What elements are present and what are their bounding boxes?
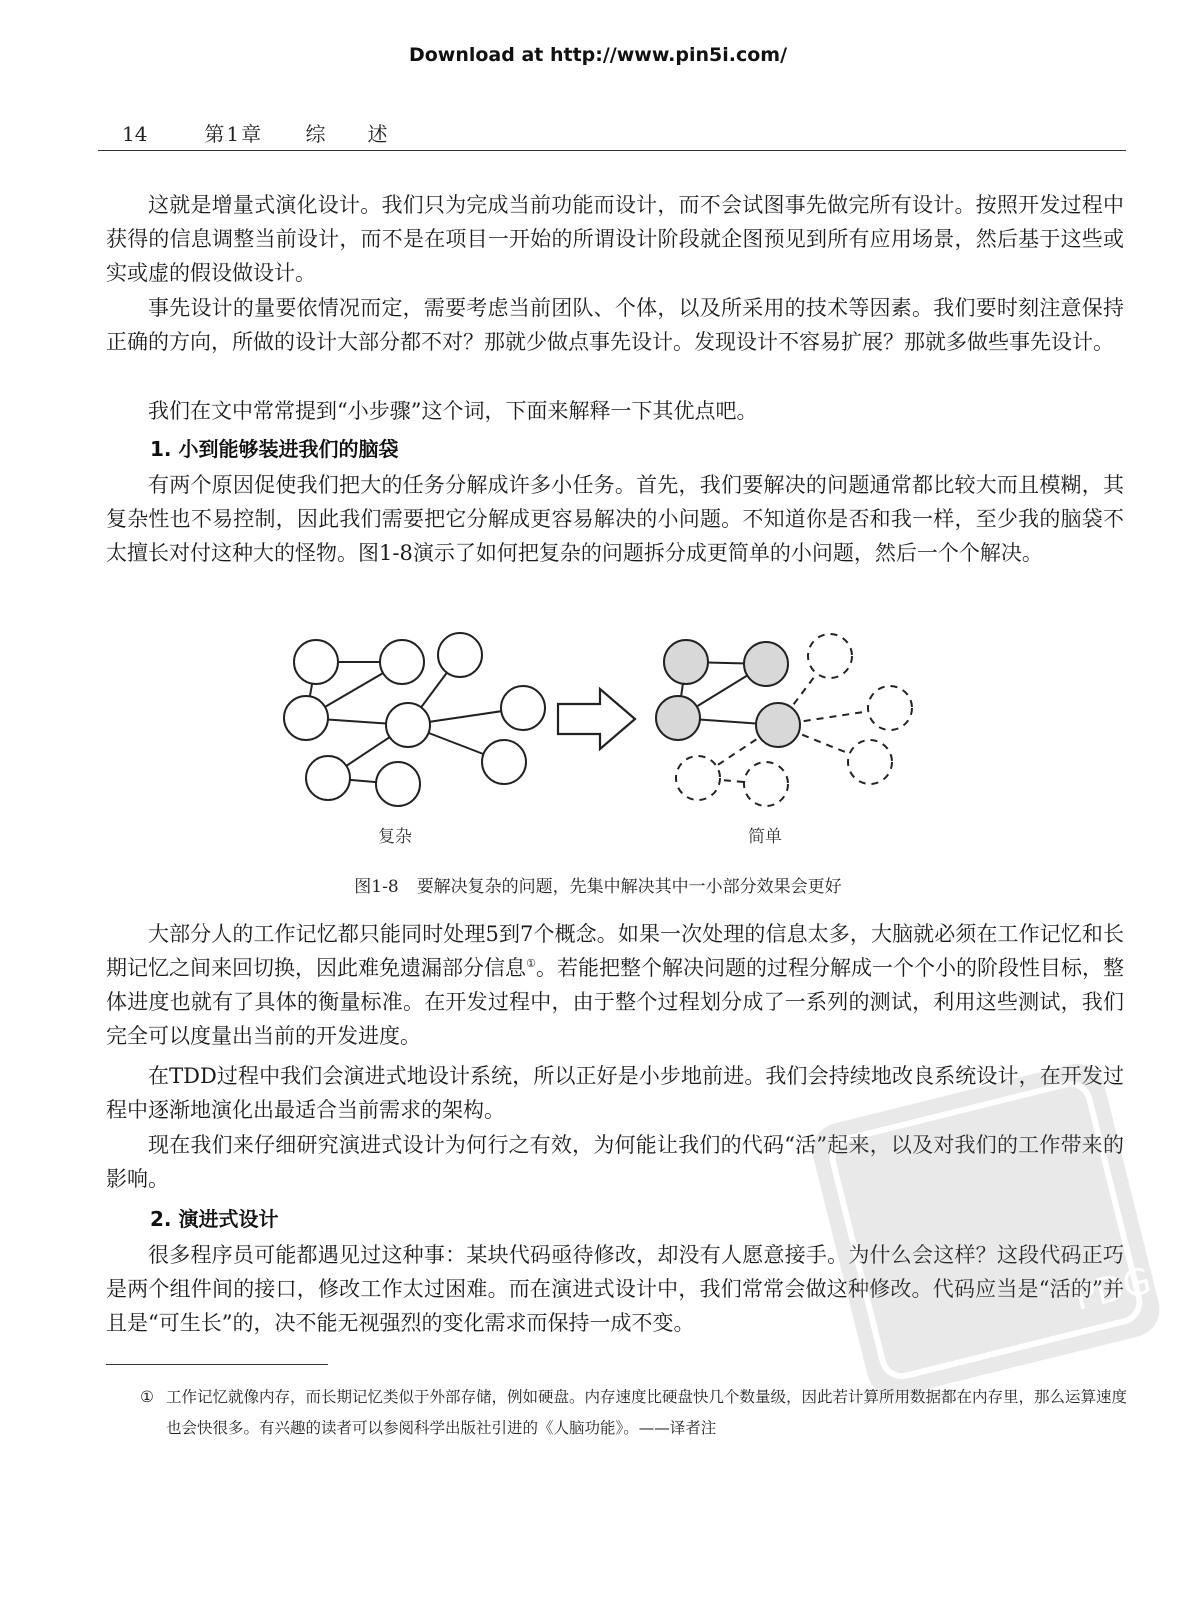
paragraph-8: 很多程序员可能都遇见过这种事：某块代码亟待修改，却没有人愿意接手。为什么会这样？这段代码正巧是两个组件间的接口，修改工作太过困难。而在演进式设计中，我们常常会做这种修改。代码应当是“活的”并且是“可生长”的，决不能无视强烈的变化需求而保持一成不变。 (106, 1243, 1124, 1335)
running-head (122, 118, 429, 147)
figure-caption-number: 图1-8 (354, 877, 399, 897)
figure-1-8-diagram (270, 632, 930, 812)
figure-caption (0, 872, 1196, 897)
figure-caption-text: 要解决复杂的问题，先集中解决其中一小部分效果会更好 (416, 877, 842, 897)
chapter-label: 第1章 (204, 122, 264, 146)
paragraph-7: 现在我们来仔细研究演进式设计为何行之有效，为何能让我们的代码“活”起来，以及对我们的工作带来的影响。 (106, 1133, 1124, 1191)
arrow-right-icon (558, 689, 635, 749)
complex-graph-nodes (284, 633, 545, 806)
watermark-text: PDG (1070, 1260, 1156, 1319)
page-number: 14 (122, 122, 148, 146)
download-banner: Download at http://www.pin5i.com/ (408, 44, 788, 66)
paragraph-5-text-continued: 。若能把整个解决问题的过程分解成一个个小的阶段性目标，整体进度也就有了具体的衡量标准。在开发过程中，由于整个过程划分成了一系列的测试，利用这些测试，我们完全可以度量出当前的开发进度。 (106, 956, 1125, 1048)
header-rule (98, 150, 1126, 151)
paragraph-2: 事先设计的量要依情况而定，需要考虑当前团队、个体，以及所采用的技术等因素。我们要时刻注意保持正确的方向，所做的设计大部分都不对？那就少做点事先设计。发现设计不容易扩展？那就多做些事先设计。 (106, 296, 1124, 354)
paragraph-5 (106, 917, 1124, 1053)
section-heading-1: 1. 小到能够装进我们的脑袋 (150, 437, 399, 461)
figure-label-complex: 复杂 (378, 827, 412, 847)
figure-label-simple: 简单 (748, 827, 782, 847)
footnote-reference: ① (526, 957, 536, 970)
simple-graph-solved-nodes (656, 640, 800, 747)
paragraph-3: 我们在文中常常提到“小步骤”这个词，下面来解释一下其优点吧。 (148, 399, 758, 423)
section-heading-2: 2. 演进式设计 (150, 1207, 279, 1231)
paragraph-6: 在TDD过程中我们会演进式地设计系统，所以正好是小步地前进。我们会持续地改良系统设计，在开发过程中逐渐地演化出最适合当前需求的架构。 (106, 1064, 1124, 1122)
footnote-mark: ① (140, 1388, 154, 1406)
footnote-text: 工作记忆就像内存，而长期记忆类似于外部存储，例如硬盘。内存速度比硬盘快几个数量级，因此若计算所用数据都在内存里，那么运算速度也会快很多。有兴趣的读者可以参阅科学出版社引进的《人脑功能》。——译者注 (166, 1388, 1128, 1437)
paragraph-4: 有两个原因促使我们把大的任务分解成许多小任务。首先，我们要解决的问题通常都比较大而且模糊，其复杂性也不易控制，因此我们需要把它分解成更容易解决的小问题。不知道你是否和我一样，至少我的脑袋不太擅长对付这种大的怪物。图1-8演示了如何把复杂的问题拆分成更简单的小问题，然后一个个解决。 (106, 473, 1124, 565)
watermark-seal (806, 1060, 1166, 1400)
paragraph-1: 这就是增量式演化设计。我们只为完成当前功能而设计，而不会试图事先做完所有设计。按照开发过程中获得的信息调整当前设计，而不是在项目一开始的所谓设计阶段就企图预见到所有应用场景，然后基于这些或实或虚的假设做设计。 (106, 193, 1124, 285)
watermark-seal-mark (807, 1060, 1166, 1400)
footnote-rule (106, 1364, 328, 1365)
paragraph-5-text: 大部分人的工作记忆都只能同时处理5到7个概念。如果一次处理的信息太多，大脑就必须在工作记忆和长期记忆之间来回切换，因此难免遗漏部分信息 (106, 922, 1124, 980)
section-title: 综述 (305, 122, 430, 146)
